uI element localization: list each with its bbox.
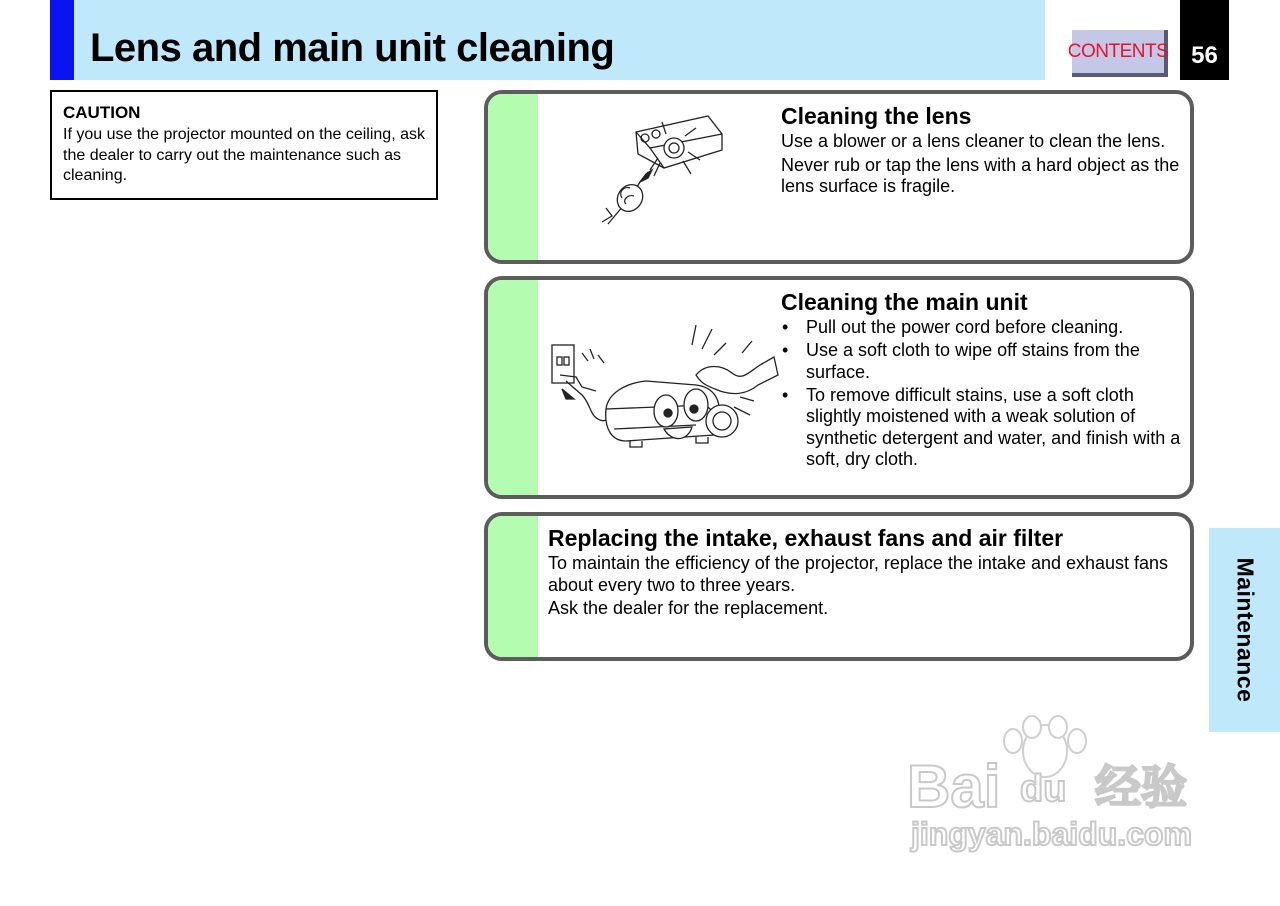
main-unit-text — [781, 288, 1185, 472]
watermark-text: 经验 — [1095, 761, 1187, 813]
baidu-watermark — [905, 715, 1205, 860]
main-unit-bullet-list — [781, 317, 1185, 471]
watermark-url: jingyan.baidu.com — [911, 816, 1192, 852]
panel-stripe — [488, 280, 538, 495]
maintenance-side-tab[interactable] — [1209, 528, 1280, 732]
lens-text — [781, 102, 1185, 198]
panel-stripe — [488, 516, 538, 657]
fans-title: Replacing the intake, exhaust fans and air filter — [548, 525, 1064, 551]
side-tab-label: Maintenance — [1232, 557, 1258, 703]
page-title: Lens and main unit cleaning — [90, 26, 615, 70]
caution-box — [50, 90, 438, 200]
panel-cleaning-main-unit — [484, 276, 1194, 499]
header-accent-stripe — [50, 0, 74, 80]
watermark-text: du — [1020, 768, 1067, 810]
lens-cleaning-illustration — [588, 106, 738, 226]
main-unit-title: Cleaning the main unit — [781, 289, 1028, 315]
lens-paragraph: Never rub or tap the lens with a hard object as the lens surface is fragile. — [781, 154, 1180, 196]
caution-title: CAUTION — [63, 103, 141, 122]
fans-paragraph: Ask the dealer for the replacement. — [548, 598, 829, 618]
list-item: • Pull out the power cord before cleaning. — [781, 317, 1185, 339]
fans-text — [548, 524, 1178, 620]
list-item: • To remove difficult stains, use a soft cloth slightly moistened with a weak solution of synthetic detergent and water, and finish with a soft, dry cloth. — [781, 385, 1185, 471]
fans-paragraph: To maintain the efficiency of the projector, replace the intake and exhaust fans about every two to three years. — [548, 553, 1169, 595]
watermark-text: Bai — [907, 753, 1001, 820]
main-unit-cleaning-illustration — [546, 325, 781, 460]
lens-title: Cleaning the lens — [781, 103, 972, 129]
list-item: • Use a soft cloth to wipe off stains from the surface. — [781, 340, 1185, 383]
panel-replacing-fans — [484, 512, 1194, 661]
caution-text: If you use the projector mounted on the ceiling, ask the dealer to carry out the maintenance such as cleaning. — [63, 126, 425, 184]
panel-cleaning-lens — [484, 90, 1194, 264]
lens-paragraph: Use a blower or a lens cleaner to clean the lens. — [781, 131, 1166, 151]
page-number: 56 — [1180, 0, 1229, 80]
panel-stripe — [488, 94, 538, 260]
contents-button[interactable]: CONTENTS — [1072, 30, 1168, 77]
